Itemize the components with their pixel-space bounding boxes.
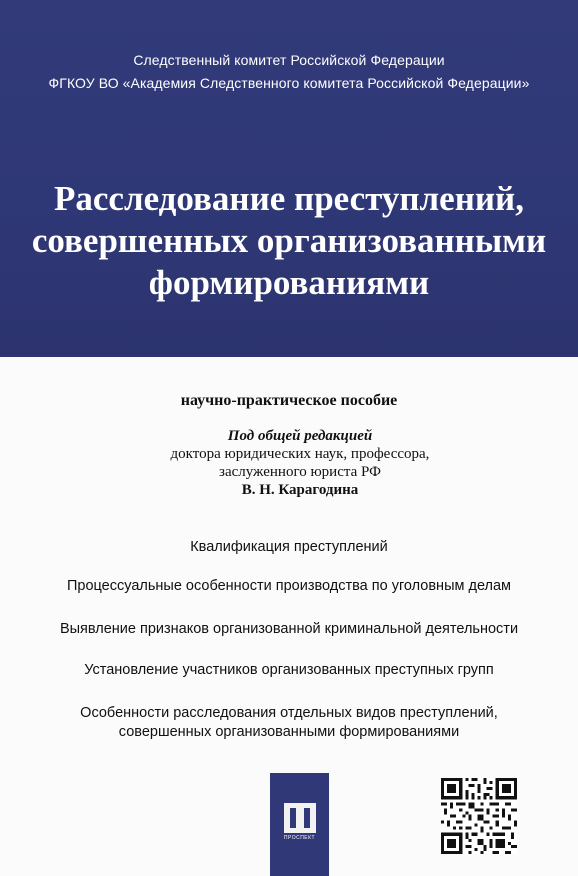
- publisher-logo-icon: [270, 773, 329, 876]
- topic-5-line-1: Особенности расследования отдельных видов преступлений,: [80, 705, 498, 721]
- book-title: [0, 178, 578, 304]
- book-subtitle: научно-практическое пособие: [180, 392, 398, 409]
- editor-label: Под общей редакцией: [227, 428, 373, 444]
- topic-2: Процессуальные особенности производства по уголовным делам: [66, 578, 512, 594]
- qr-code-icon: [441, 778, 517, 854]
- publisher-emblem: [284, 803, 316, 833]
- topic-1: Квалификация преступлений: [190, 539, 388, 555]
- org-line-2: ФГКОУ ВО «Академия Следственного комитета Российской Федерации»: [48, 75, 530, 91]
- editor-name: В. Н. Карагодина: [241, 482, 359, 498]
- org-line-1: Следственный комитет Российской Федерации: [133, 52, 445, 68]
- topic-3: Выявление признаков организованной криминальной деятельности: [59, 621, 519, 637]
- topic-4: Установление участников организованных преступных групп: [84, 662, 494, 678]
- title-line-2: совершенных организованными: [31, 221, 547, 260]
- publisher-logo-text: ПРОСПЕКТ: [283, 835, 316, 841]
- editor-credentials-2: заслуженного юриста РФ: [219, 464, 381, 480]
- topic-5: [0, 704, 578, 742]
- editor-credentials-1: доктора юридических наук, профессора,: [170, 446, 430, 462]
- title-line-3: формированиями: [148, 263, 430, 302]
- topic-5-line-2: совершенных организованными формированиями: [118, 724, 460, 740]
- title-line-1: Расследование преступлений,: [54, 179, 524, 218]
- editor-block: [0, 427, 578, 499]
- header-band: [0, 0, 578, 357]
